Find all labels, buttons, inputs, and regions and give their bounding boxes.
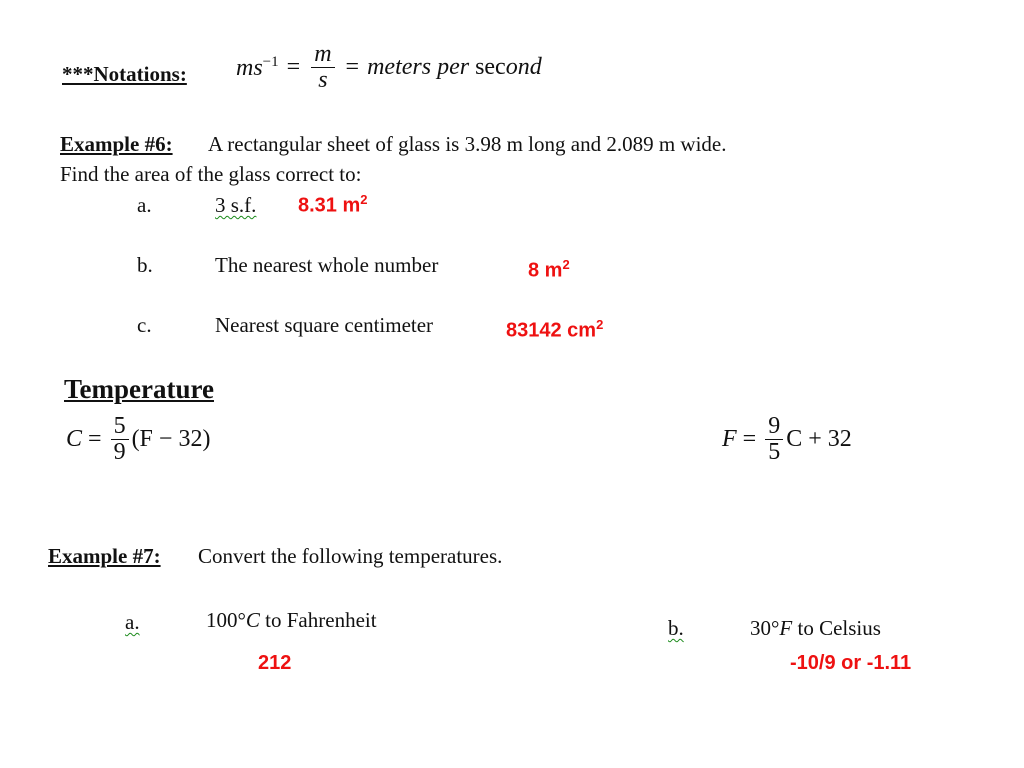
example6-line1: A rectangular sheet of glass is 3.98 m long and 2.089 m wide.: [208, 132, 727, 156]
answer-b: 8 $m^2$: [528, 257, 570, 282]
temperature-heading: Temperature: [64, 374, 214, 404]
notations-label: ***Notations:: [62, 62, 187, 86]
item-c-text: Nearest square centimeter: [215, 313, 434, 337]
answer-c: 83142 $cm^2$: [506, 317, 604, 342]
formula-c-to-f: C = $\frac{5}{9}$ (F − 32): [66, 413, 211, 466]
example7-label: Example #7:: [48, 544, 161, 568]
nine-fifths-fraction: $\frac{9}{5}$: [765, 414, 783, 465]
ex7-answer-a: 212: [258, 652, 292, 674]
ex7-answer-b: -10/9 or -1.11: [790, 652, 912, 674]
five-ninths-fraction: $\frac{5}{9}$: [111, 414, 129, 465]
example7-prompt: Convert the following temperatures.: [198, 544, 503, 568]
equals-sign: =: [286, 54, 301, 81]
item-b-text: The nearest whole number: [215, 253, 439, 277]
notations-rhs: meters per second: [367, 54, 542, 81]
ex7-item-b-text: 30°F to Celsius: [750, 616, 881, 640]
notations-lhs: $ms^{-1}$: [236, 53, 279, 81]
ex7-item-a-letter: a.: [125, 610, 140, 634]
item-b-letter: b.: [137, 253, 153, 277]
answer-a: 8.31 $m^2$: [298, 192, 368, 217]
ex7-item-a-text: 100°C to Fahrenheit: [206, 608, 377, 632]
notations-formula: [236, 42, 542, 93]
formula-f-to-c: F = $\frac{9}{5}$ C + 32: [722, 413, 852, 466]
example6-label: Example #6:: [60, 132, 173, 156]
equals-sign-2: =: [345, 54, 360, 81]
example6-line2: Find the area of the glass correct to:: [60, 162, 362, 186]
item-a-letter: a.: [137, 193, 152, 217]
item-a-text: 3 s.f.: [215, 193, 257, 217]
item-c-letter: c.: [137, 313, 152, 337]
m-over-s-fraction: $\frac{m}{s}$: [311, 42, 334, 93]
ex7-item-b-letter: b.: [668, 616, 684, 640]
